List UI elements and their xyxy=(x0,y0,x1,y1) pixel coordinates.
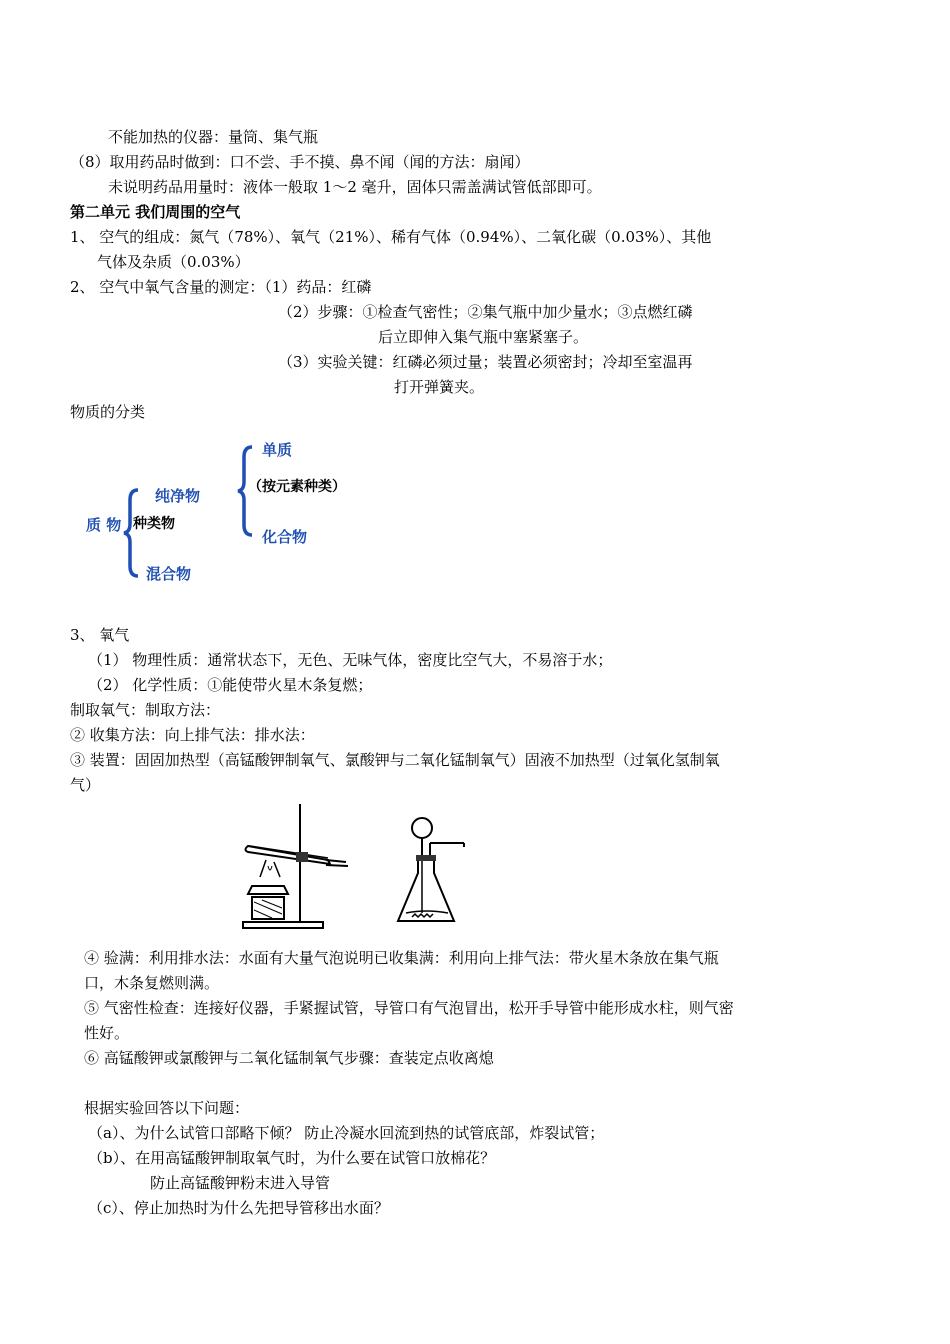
text-line: 3、 氧气 xyxy=(70,626,130,644)
answer-b: 防止高锰酸钾粉末进入导管 xyxy=(150,1174,331,1192)
heating-apparatus-icon xyxy=(238,802,358,930)
question-c: （c）、停止加热时为什么先把导管移出水面？ xyxy=(88,1199,389,1217)
text-line: 口，木条复燃则满。 xyxy=(84,974,220,992)
compound-label: 化合物 xyxy=(262,528,308,546)
text-line: 未说明药品用量时：液体一般取 1～2 毫升，固体只需盖满试管低部即可。 xyxy=(108,178,602,196)
section-title: 第二单元 我们周围的空气 xyxy=(70,203,241,221)
text-line: 不能加热的仪器：量筒、集气瓶 xyxy=(108,128,319,146)
text-line: ⑤ 气密性检查：连接好仪器，手紧握试管，导管口有气泡冒出，松开手导管中能形成水柱，则气密 xyxy=(84,999,734,1017)
pure-substance-label: 纯净物 xyxy=(155,487,201,505)
element-label: 单质 xyxy=(262,441,293,459)
question-b: （b）、在用高锰酸钾制取氧气时，为什么要在试管口放棉花？ xyxy=(88,1149,496,1167)
question-a: （a）、为什么试管口部略下倾？ 防止冷凝水回流到热的试管底部，炸裂试管； xyxy=(88,1124,605,1142)
mixture-label: 混合物 xyxy=(146,565,192,583)
text-line: 打开弹簧夹。 xyxy=(394,378,485,396)
text-line: 物质的分类 xyxy=(70,403,146,421)
text-line: （2）步骤：①检查气密性；②集气瓶中加少量水；③点燃红磷 xyxy=(278,303,693,321)
text-line: 根据实验回答以下问题： xyxy=(84,1099,250,1117)
substance-label: 质 物 xyxy=(86,516,122,534)
text-line: （2） 化学性质：①能使带火星木条复燃； xyxy=(88,676,373,694)
text-line: 后立即伸入集气瓶中塞紧塞子。 xyxy=(378,328,589,346)
by-element-label: （按元素种类） xyxy=(248,479,346,495)
text-line: 制取氧气：制取方法： xyxy=(70,701,221,719)
text-line: 性好。 xyxy=(84,1024,130,1042)
text-line: 气） xyxy=(70,776,101,794)
text-line: 气体及杂质（0.03%） xyxy=(97,253,250,271)
flask-apparatus-icon xyxy=(392,815,474,927)
text-line: （1） 物理性质：通常状态下，无色、无味气体，密度比空气大，不易溶于水； xyxy=(88,651,613,669)
text-line: ③ 装置：固固加热型（高锰酸钾制氧气、氯酸钾与二氧化锰制氧气）固液不加热型（过氧化氢制氧 xyxy=(70,751,720,769)
text-line: 1、 空气的组成：氮气（78%）、氧气（21%）、稀有气体（0.94%）、二氧化碳（0.03%）、其他 xyxy=(70,228,712,246)
kind-label: 种类物 xyxy=(133,516,175,532)
text-line: ② 收集方法：向上排气法：排水法： xyxy=(70,726,315,744)
text-line: （8）取用药品时做到：口不尝、手不摸、鼻不闻（闻的方法：扇闻） xyxy=(70,153,530,171)
text-line: （3）实验关键：红磷必须过量；装置必须密封；冷却至室温再 xyxy=(278,353,693,371)
text-line: 2、 空气中氧气含量的测定：（1）药品：红磷 xyxy=(70,278,372,296)
text-line: ④ 验满：利用排水法：水面有大量气泡说明已收集满：利用向上排气法：带火星木条放在集气瓶 xyxy=(84,949,719,967)
text-line: ⑥ 高锰酸钾或氯酸钾与二氧化锰制氧气步骤：查装定点收离熄 xyxy=(84,1049,494,1067)
